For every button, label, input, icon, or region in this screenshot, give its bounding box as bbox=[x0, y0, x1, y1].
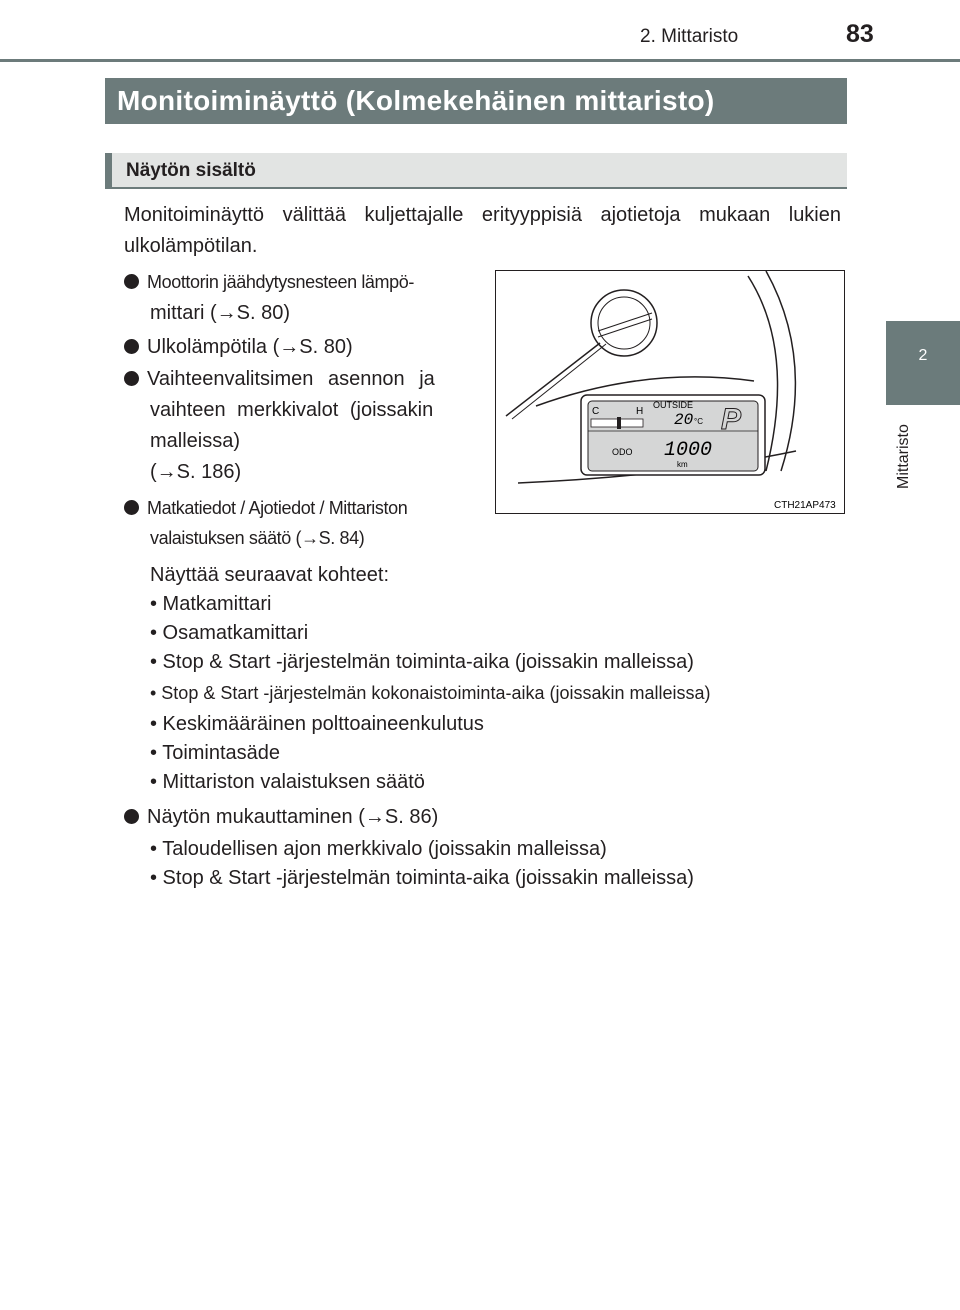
outside-temp-value: 20 bbox=[674, 411, 694, 429]
list-item: • Toimintasäde bbox=[150, 742, 281, 764]
gear-indicator: P bbox=[721, 403, 742, 436]
bullet-dot bbox=[124, 500, 139, 515]
list-item: • Matkamittari bbox=[150, 593, 272, 615]
list-item: • Stop & Start -järjestelmän toiminta-aika (joissakin malleissa) bbox=[150, 651, 694, 673]
coolant-gauge-marker bbox=[617, 417, 621, 429]
chapter-tab: 2 bbox=[886, 321, 960, 405]
bullet-text: Vaihteenvalitsimen asennon ja bbox=[147, 368, 435, 390]
list-item: • Osamatkamittari bbox=[150, 622, 309, 644]
bullet-dot bbox=[124, 339, 139, 354]
bullet-gear-line4: (→S. 186) bbox=[150, 461, 242, 483]
outside-temp-unit: °C bbox=[694, 417, 703, 426]
bullet-coolant-line2: mittari (→S. 80) bbox=[150, 302, 291, 324]
page-number: 83 bbox=[846, 20, 874, 48]
figure-code: CTH21AP473 bbox=[774, 500, 836, 511]
odo-unit: km bbox=[677, 460, 688, 469]
bullet-coolant-line1 bbox=[124, 267, 414, 298]
list-item: • Taloudellisen ajon merkkivalo (joissakin malleissa) bbox=[150, 838, 607, 860]
cluster-illustration bbox=[496, 271, 844, 513]
bullet-gear-line3: malleissa) bbox=[150, 430, 241, 452]
outside-label: OUTSIDE bbox=[653, 400, 694, 410]
bullet-text: Näytön mukauttaminen (→S. 86) bbox=[147, 806, 439, 828]
list-item: • Mittariston valaistuksen säätö bbox=[150, 771, 425, 793]
bullet-text: Ulkolämpötila (→S. 80) bbox=[147, 336, 353, 358]
section-title: Monitoiminäyttö (Kolmekehäinen mittaristo) bbox=[105, 78, 847, 124]
bullet-dot bbox=[124, 809, 139, 824]
bullet-customize bbox=[124, 802, 438, 833]
subsection-title: Näytön sisältö bbox=[105, 153, 847, 189]
intro-paragraph: Monitoiminäyttö välittää kuljettajalle erityyppisiä ajotietoja mukaan lukien ulkolämpötilan. bbox=[124, 204, 841, 257]
needle-hub-icon bbox=[591, 290, 657, 356]
chapter-tab-label: Mittaristo bbox=[895, 424, 912, 490]
list-item: • Stop & Start -järjestelmän kokonaistoiminta-aika (joissakin malleissa) bbox=[150, 683, 711, 703]
bullet-trip-intro: Näyttää seuraavat kohteet: bbox=[150, 564, 390, 586]
gauge-arc bbox=[766, 271, 795, 471]
header-chapter: 2. Mittaristo bbox=[640, 26, 739, 47]
header-rule bbox=[0, 59, 960, 62]
list-item: • Stop & Start -järjestelmän toiminta-aika (joissakin malleissa) bbox=[150, 867, 694, 889]
bullet-trip-line2: valaistuksen säätö (→S. 84) bbox=[150, 528, 365, 548]
bullet-trip-line1 bbox=[124, 493, 407, 524]
bullet-dot bbox=[124, 274, 139, 289]
odo-label: ODO bbox=[612, 447, 633, 457]
bullet-text: Moottorin jäähdytysnesteen lämpö- bbox=[147, 272, 414, 292]
odo-value: 1000 bbox=[664, 439, 713, 462]
bullet-text: Matkatiedot / Ajotiedot / Mittariston bbox=[147, 498, 408, 518]
instrument-cluster-figure bbox=[495, 270, 845, 514]
coolant-c-label: C bbox=[592, 406, 600, 417]
bullet-gear-line2: vaihteen merkkivalot (joissakin bbox=[150, 399, 434, 421]
list-item: • Keskimääräinen polttoaineenkulutus bbox=[150, 713, 484, 735]
bullet-dot bbox=[124, 371, 139, 386]
bullet-gear-line1 bbox=[124, 364, 474, 395]
coolant-h-label: H bbox=[636, 406, 644, 417]
bullet-outside-temp bbox=[124, 332, 353, 363]
